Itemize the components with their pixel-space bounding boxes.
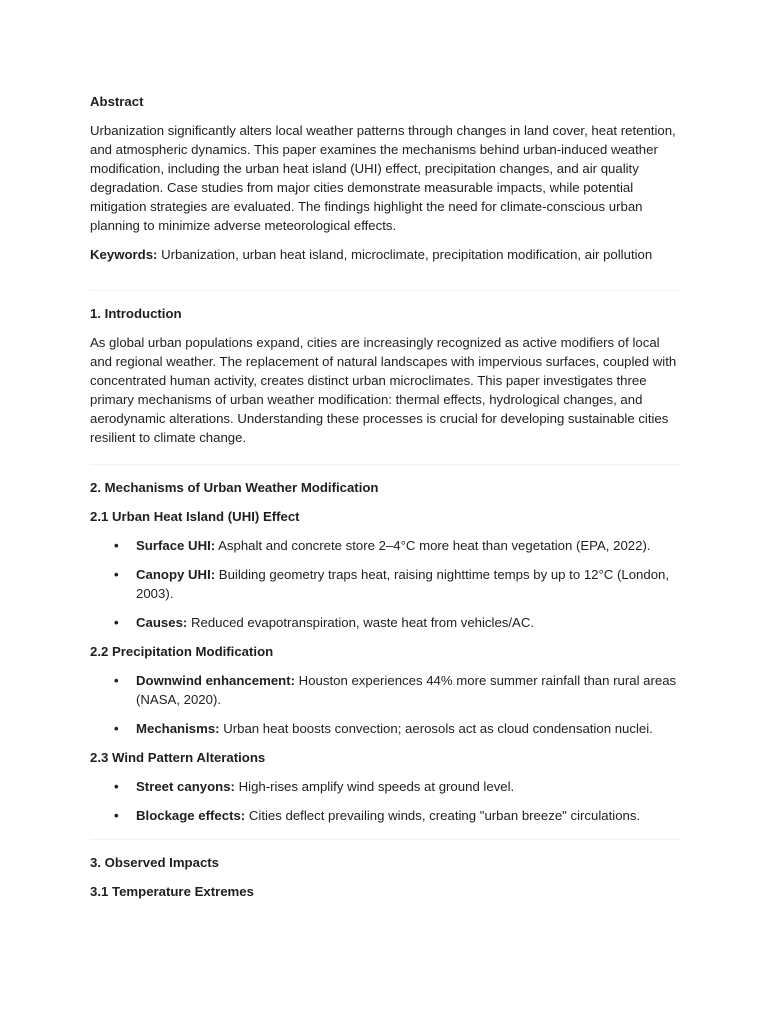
list-item-text: High-rises amplify wind speeds at ground level.: [234, 779, 515, 794]
bullet-icon: •: [114, 538, 119, 553]
list-item: [90, 777, 680, 796]
list-item: [90, 671, 680, 709]
wind-list: [90, 777, 680, 825]
temperature-extremes-heading: 3.1 Temperature Extremes: [90, 884, 254, 899]
list-item: [90, 806, 680, 825]
list-item-label: Surface UHI:: [136, 538, 216, 553]
keywords-label: Keywords:: [90, 247, 158, 262]
section-divider: [90, 290, 680, 291]
list-item: [90, 565, 680, 603]
list-item-text: Building geometry traps heat, raising nighttime temps by up to 12°C (London, 2003).: [136, 567, 670, 601]
list-item-label: Downwind enhancement:: [136, 673, 295, 688]
bullet-icon: •: [114, 673, 119, 688]
precipitation-list: [90, 671, 680, 738]
list-item-label: Canopy UHI:: [136, 567, 216, 582]
bullet-icon: •: [114, 779, 119, 794]
bullet-icon: •: [114, 721, 119, 736]
section-divider: [90, 839, 680, 840]
introduction-heading: 1. Introduction: [90, 306, 182, 321]
impacts-heading: 3. Observed Impacts: [90, 855, 220, 870]
uhi-heading: 2.1 Urban Heat Island (UHI) Effect: [90, 509, 300, 524]
list-item-text: Houston experiences 44% more summer rainfall than rural areas (NASA, 2020).: [136, 673, 677, 707]
list-item-label: Mechanisms:: [136, 721, 220, 736]
list-item-label: Blockage effects:: [136, 808, 246, 823]
list-item-label: Causes:: [136, 615, 188, 630]
wind-heading: 2.3 Wind Pattern Alterations: [90, 750, 266, 765]
list-item-text: Reduced evapotranspiration, waste heat from vehicles/AC.: [187, 615, 535, 630]
abstract-body: Urbanization significantly alters local weather patterns through changes in land cover, heat retention, and atmospheric dynamics. This paper examines the mechanisms behind urban-induced weather modification, including the urban heat island (UHI) effect, precipitation changes, and air quality degradation. Case studies from major cities demonstrate measurable impacts, while potential mitigation strategies are evaluated. The findings highlight the need for climate-conscious urban planning to minimize adverse meteorological effects.: [90, 123, 676, 233]
bullet-icon: •: [114, 567, 119, 582]
uhi-list: [90, 536, 680, 632]
list-item-text: Cities deflect prevailing winds, creating "urban breeze" circulations.: [245, 808, 641, 823]
list-item-text: Asphalt and concrete store 2–4°C more heat than vegetation (EPA, 2022).: [215, 538, 651, 553]
abstract-heading: Abstract: [90, 94, 144, 109]
section-divider: [90, 464, 680, 465]
list-item-text: Urban heat boosts convection; aerosols act as cloud condensation nuclei.: [219, 721, 653, 736]
precipitation-heading: 2.2 Precipitation Modification: [90, 644, 274, 659]
bullet-icon: •: [114, 615, 119, 630]
introduction-body: As global urban populations expand, cities are increasingly recognized as active modifiers of local and regional weather. The replacement of natural landscapes with impervious surfaces, coupled with concentrated human activity, creates distinct urban microclimates. This paper investigates three primary mechanisms of urban weather modification: thermal effects, hydrological changes, and aerodynamic alterations. Understanding these processes is crucial for developing sustainable cities resilient to climate change.: [90, 335, 677, 445]
list-item: [90, 719, 680, 738]
mechanisms-heading: 2. Mechanisms of Urban Weather Modification: [90, 480, 379, 495]
keywords-line: [90, 245, 680, 264]
list-item-label: Street canyons:: [136, 779, 235, 794]
keywords-text: Urbanization, urban heat island, microclimate, precipitation modification, air pollution: [157, 247, 653, 262]
bullet-icon: •: [114, 808, 119, 823]
list-item: [90, 613, 680, 632]
list-item: [90, 536, 680, 555]
